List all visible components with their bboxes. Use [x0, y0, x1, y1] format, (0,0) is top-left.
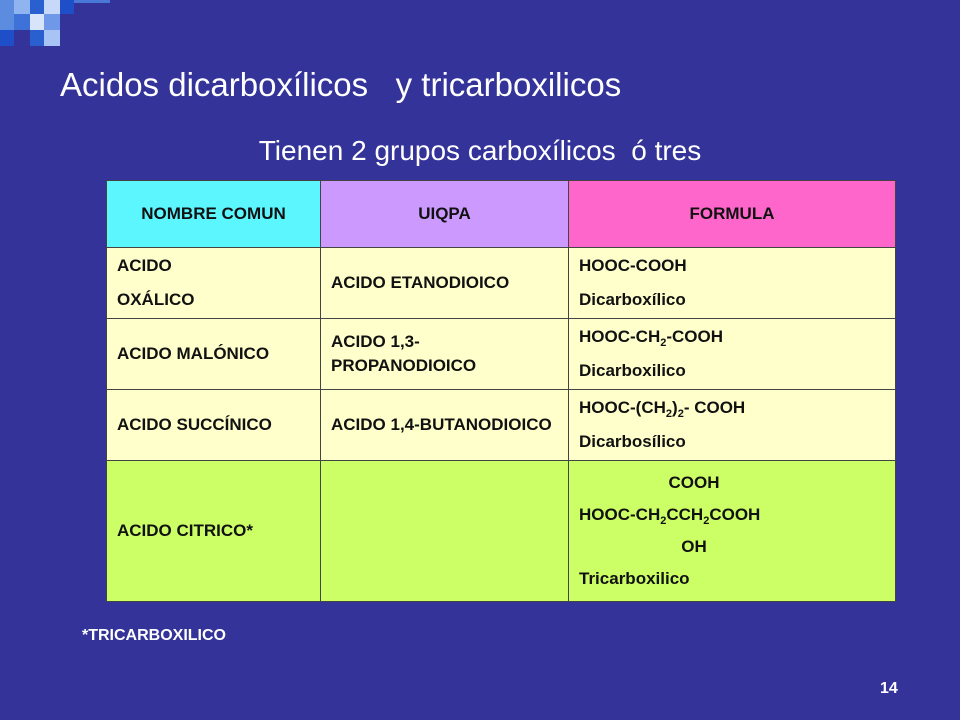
acid-type: Dicarbosílico — [579, 432, 686, 451]
formula: HOOC-$CH_2$-COOH — [579, 327, 724, 349]
slide-title: Acidos dicarboxílicos y tricarboxilicos — [60, 66, 622, 103]
table-row — [107, 461, 896, 602]
acid-type: Dicarboxilico — [579, 361, 686, 380]
formula-top-group: COOH — [668, 473, 720, 492]
formula-cell — [569, 461, 896, 602]
iupac-name-cell — [321, 461, 569, 602]
iupac-name-cell: ACIDO 1,4-BUTANODIOICO — [321, 390, 569, 461]
acids-table — [106, 180, 896, 602]
page-number: 14 — [880, 680, 898, 697]
table-row — [107, 319, 896, 390]
formula-bottom-group: OH — [681, 537, 707, 556]
common-name-line: OXÁLICO — [117, 290, 195, 309]
iupac-name-cell: ACIDO ETANODIOICO — [321, 248, 569, 319]
corner-decoration — [0, 0, 110, 60]
formula-cell — [569, 390, 896, 461]
formula: HOOC-$CH_2CCH_2COOH$ — [579, 505, 761, 527]
common-name-cell: ACIDO MALÓNICO — [107, 319, 321, 390]
slide-subtitle: Tienen 2 grupos carboxílicos ó tres — [258, 135, 702, 166]
header-uiqpa: UIQPA — [321, 181, 569, 248]
formula-cell — [569, 319, 896, 390]
table-header-row — [107, 181, 896, 248]
table-row — [107, 248, 896, 319]
common-name-cell — [107, 248, 321, 319]
header-formula: FORMULA — [569, 181, 896, 248]
common-name-line: ACIDO — [117, 256, 172, 275]
common-name-cell: ACIDO SUCCÍNICO — [107, 390, 321, 461]
iupac-name-cell: ACIDO 1,3-PROPANODIOICO — [321, 319, 569, 390]
header-nombre-comun: NOMBRE COMUN — [107, 181, 321, 248]
footnote: *TRICARBOXILICO — [82, 627, 226, 644]
acid-type: Dicarboxílico — [579, 290, 686, 309]
common-name-cell: ACIDO CITRICO* — [107, 461, 321, 602]
formula: HOOC-COOH — [579, 256, 687, 275]
formula: HOOC-$(CH_2)_2-$ COOH — [579, 398, 746, 420]
acid-type: Tricarboxilico — [579, 569, 690, 588]
formula-cell — [569, 248, 896, 319]
table-row — [107, 390, 896, 461]
